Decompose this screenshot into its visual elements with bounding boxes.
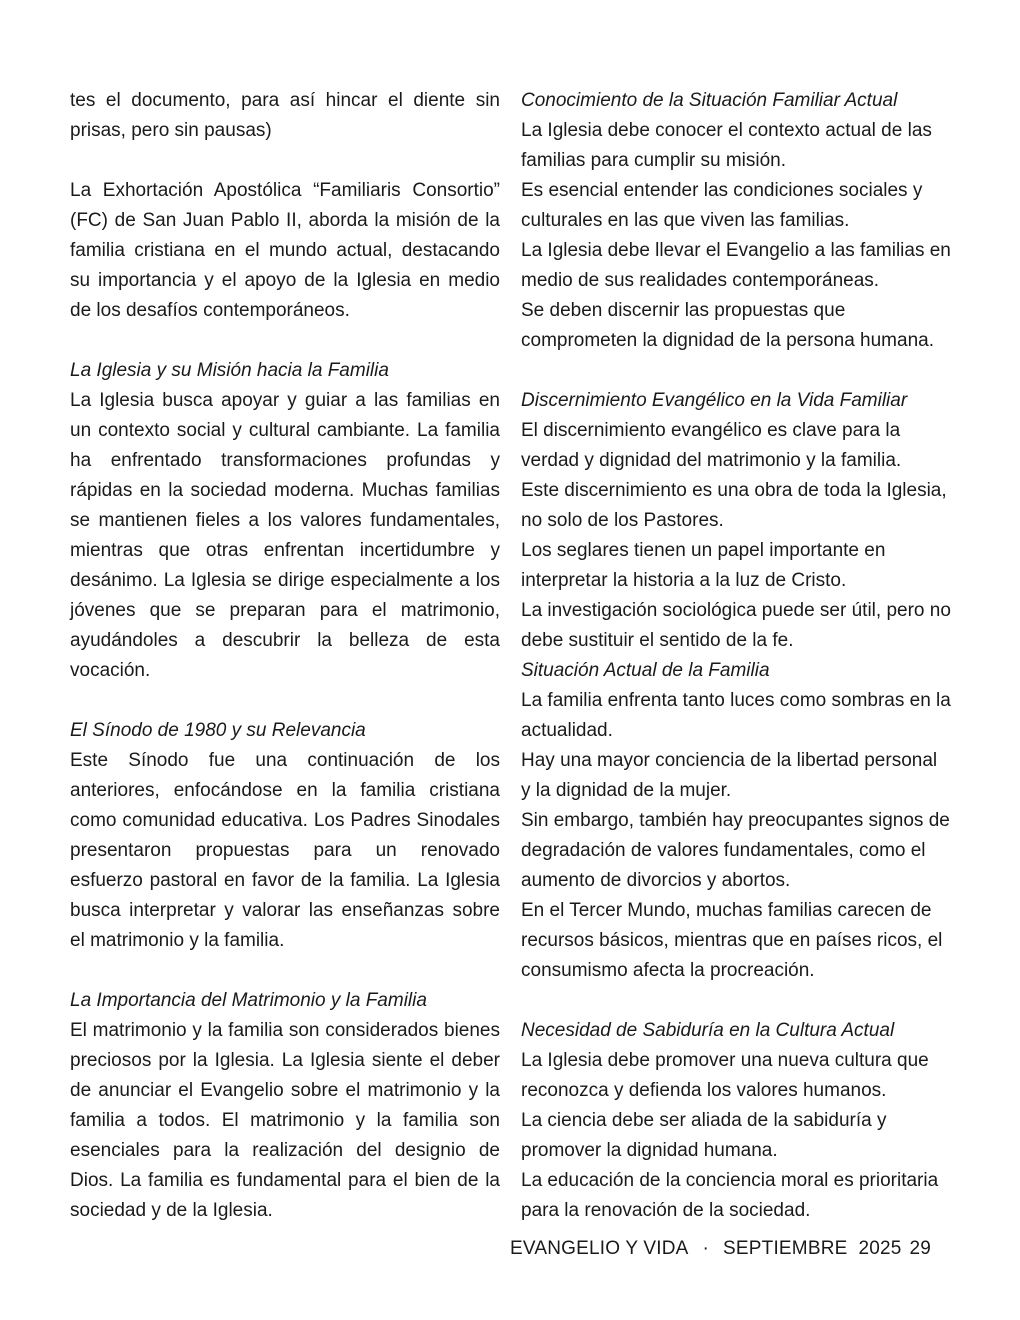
- list-item: La educación de la conciencia moral es prioritaria para la renovación de la sociedad.: [521, 1170, 939, 1221]
- page-footer: [510, 1234, 955, 1264]
- list-item: Hay una mayor conciencia de la libertad personal y la dignidad de la mujer.: [521, 750, 938, 801]
- left-column: [70, 86, 500, 1226]
- list-item: Se deben discernir las propuestas que comprometen la dignidad de la persona humana.: [521, 300, 934, 351]
- list-item: Es esencial entender las condiciones sociales y culturales en las que viven las familias.: [521, 180, 923, 231]
- list-item: Sin embargo, también hay preocupantes signos de degradación de valores fundamentales, como el aumento de divorcios y abortos.: [521, 810, 950, 891]
- section-heading: Situación Actual de la Familia: [521, 660, 770, 681]
- section-heading: El Sínodo de 1980 y su Relevancia: [70, 720, 366, 741]
- section-body: Este Sínodo fue una continuación de los anteriores, enfocándose en la familia cristiana como comunidad educativa. Los Padres Sinodales presentaron propuestas para un renovado esfuerzo pastoral en favor de la familia. La Iglesia busca interpretar y valorar las enseñanzas sobre el matrimonio y la familia.: [70, 750, 500, 951]
- list-item: La Iglesia debe promover una nueva cultura que reconozca y defienda los valores humanos.: [521, 1050, 929, 1101]
- list-item: Los seglares tienen un papel importante en interpretar la historia a la luz de Cristo.: [521, 540, 886, 591]
- publication-name: EVANGELIO Y VIDA: [510, 1238, 689, 1259]
- section-body: El matrimonio y la familia son considerados bienes preciosos por la Iglesia. La Iglesia siente el deber de anunciar el Evangelio sobre el matrimonio y la familia a todos. El matrimonio y la familia son esenciales para la realización del designio de Dios. La familia es fundamental para el bien de la sociedad y de la Iglesia.: [70, 1020, 500, 1221]
- list-item: La ciencia debe ser aliada de la sabiduría y promover la dignidad humana.: [521, 1110, 887, 1161]
- page-number: 29: [909, 1238, 932, 1259]
- list-item: El discernimiento evangélico es clave para la verdad y dignidad del matrimonio y la familia.: [521, 420, 902, 471]
- section-heading: Discernimiento Evangélico en la Vida Familiar: [521, 390, 908, 411]
- list-item: La familia enfrenta tanto luces como sombras en la actualidad.: [521, 690, 951, 741]
- list-item: La Iglesia debe llevar el Evangelio a las familias en medio de sus realidades contemporáneas.: [521, 240, 951, 291]
- list-item: La Iglesia debe conocer el contexto actual de las familias para cumplir su misión.: [521, 120, 932, 171]
- footer-separator: ·: [702, 1238, 710, 1259]
- list-item: La investigación sociológica puede ser útil, pero no debe sustituir el sentido de la fe.: [521, 600, 951, 651]
- section-heading: Conocimiento de la Situación Familiar Actual: [521, 90, 898, 111]
- paragraph-intro: La Exhortación Apostólica “Familiaris Consortio” (FC) de San Juan Pablo II, aborda la misión de la familia cristiana en el mundo actual, destacando su importancia y el apoyo de la Iglesia en medio de los desafíos contemporáneos.: [70, 180, 500, 321]
- list-item: Este discernimiento es una obra de toda la Iglesia, no solo de los Pastores.: [521, 480, 947, 531]
- right-column: [521, 86, 951, 1226]
- issue-date: SEPTIEMBRE 2025: [723, 1238, 902, 1259]
- paragraph-continuation: tes el documento, para así hincar el diente sin prisas, pero sin pausas): [70, 90, 500, 141]
- list-item: En el Tercer Mundo, muchas familias carecen de recursos básicos, mientras que en países ricos, el consumismo afecta la procreación.: [521, 900, 943, 981]
- section-body: La Iglesia busca apoyar y guiar a las familias en un contexto social y cultural cambiante. La familia ha enfrentado transformaciones profundas y rápidas en la sociedad moderna. Muchas familias se mantienen fieles a los valores fundamentales, mientras que otras enfrentan incertidumbre y desánimo. La Iglesia se dirige especialmente a los jóvenes que se preparan para el matrimonio, ayudándoles a descubrir la belleza de esta vocación.: [70, 390, 500, 681]
- section-heading: Necesidad de Sabiduría en la Cultura Actual: [521, 1020, 895, 1041]
- section-heading: La Iglesia y su Misión hacia la Familia: [70, 360, 389, 381]
- section-heading: La Importancia del Matrimonio y la Familia: [70, 990, 427, 1011]
